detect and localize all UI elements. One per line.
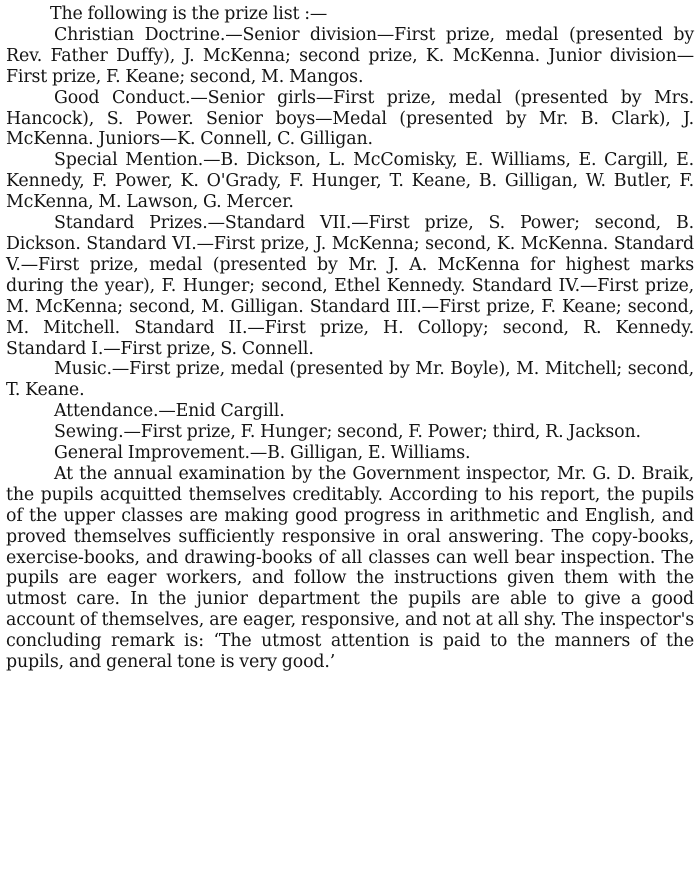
inspection-report-paragraph: At the annual examination by the Government inspector, Mr. G. D. Braik, the pupils acquitted themselves creditably. According to his report, the pupils of the upper classes are making good progress in arithmetic and English, and proved themselves sufficiently responsive in oral answering. The copy-books, exercise-books, and drawing-books of all classes can well bear inspection. The pupils are eager workers, and follow the instructions given them with the utmost care. In the junior department the pupils are able to give a good account of themselves, are eager, responsive, and not at all shy. The inspector's concluding remark is: ‘The utmost attention is paid to the manners of the pupils, and general tone is very good.’: [6, 463, 694, 673]
prize-list-intro: The following is the prize list :—: [50, 4, 328, 24]
christian-doctrine-paragraph: Christian Doctrine.—Senior division—First prize, medal (presented by Rev. Father Duffy), J. McKenna; second prize, K. McKenna. Junior division—First prize, F. Keane; second, M. Mangos.: [6, 24, 694, 87]
good-conduct-paragraph: Good Conduct.—Senior girls—First prize, medal (presented by Mrs. Hancock), S. Power. Senior boys—Medal (presented by Mr. B. Clark), J. McKenna. Juniors—K. Connell, C. Gilligan.: [6, 87, 694, 150]
general-improvement-paragraph: General Improvement.—B. Gilligan, E. Williams.: [54, 443, 471, 464]
sewing-paragraph: Sewing.—First prize, F. Hunger; second, F. Power; third, R. Jackson.: [54, 422, 641, 443]
attendance-paragraph: Attendance.—Enid Cargill.: [54, 401, 285, 422]
standard-prizes-paragraph: Standard Prizes.—Standard VII.—First prize, S. Power; second, B. Dickson. Standard VI.—First prize, J. McKenna; second, K. McKenna. Standard V.—First prize, medal (presented by Mr. J. A. McKenna for highest marks during the year), F. Hunger; second, Ethel Kennedy. Standard IV.—First prize, M. McKenna; second, M. Gilligan. Standard III.—First prize, F. Keane; second, M. Mitchell. Standard II.—First prize, H. Collopy; second, R. Kennedy. Standard I.—First prize, S. Connell.: [6, 213, 694, 359]
music-paragraph: Music.—First prize, medal (presented by Mr. Boyle), M. Mitchell; second, T. Keane.: [6, 359, 694, 401]
special-mention-paragraph: Special Mention.—B. Dickson, L. McComisky, E. Williams, E. Cargill, E. Kennedy, F. Power, K. O'Grady, F. Hunger, T. Keane, B. Gilligan, W. Butler, F. McKenna, M. Lawson, G. Mercer.: [6, 150, 694, 213]
